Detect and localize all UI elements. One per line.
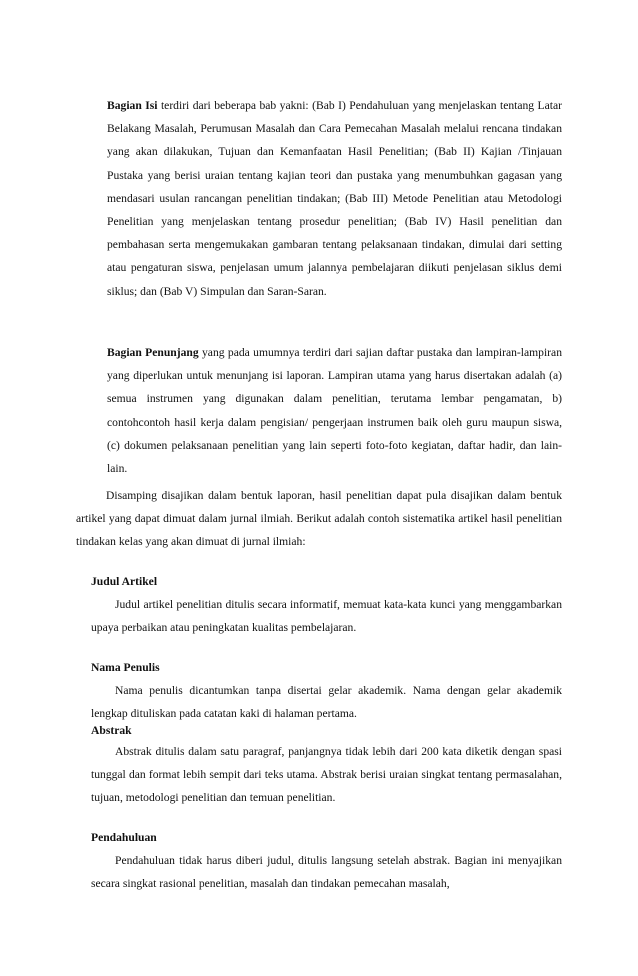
bagian-penunjang-lead: Bagian Penunjang	[107, 346, 199, 359]
bagian-isi-lead: Bagian Isi	[107, 99, 158, 112]
heading-judul-artikel: Judul Artikel	[91, 575, 158, 588]
text-pendahuluan: Pendahuluan tidak harus diberi judul, ditulis langsung setelah abstrak. Bagian ini menyajikan secara singkat rasional penelitian, masalah dan tindakan pemecahan masalah,	[91, 854, 562, 891]
heading-pendahuluan: Pendahuluan	[91, 831, 157, 844]
paragraph-bagian-penunjang	[107, 341, 562, 480]
bagian-isi-text: terdiri dari beberapa bab yakni: (Bab I) Pendahuluan yang menjelaskan tentang Latar Belakang Masalah, Perumusan Masalah dan Cara Pemecahan Masalah melalui rencana tindakan yang akan dilakukan, Tujuan dan Kemanfaatan Hasil Penelitian; (Bab II) Kajian /Tinjauan Pustaka yang berisi uraian tentang kajian teori dan pustaka yang menumbuhkan gagasan yang mendasari usulan rancangan penelitian tindakan; (Bab III) Metode Penelitian atau Metodologi Penelitian yang menjelaskan tentang prosedur penelitian; (Bab IV) Hasil penelitian dan pembahasan serta mengemukakan gambaran tentang pelaksanaan tindakan, dimulai dari setting atau pengaturan siswa, penjelasan umum jalannya pembelajaran diikuti penjelasan siklus demi siklus; dan (Bab V) Simpulan dan Saran-Saran.	[107, 99, 563, 298]
text-abstrak: Abstrak ditulis dalam satu paragraf, panjangnya tidak lebih dari 200 kata diketik dengan spasi tunggal dan format lebih sempit dari teks utama. Abstrak berisi uraian singkat tentang permasalahan, tujuan, metodologi penelitian dan temuan penelitian.	[91, 745, 562, 805]
text-judul-artikel: Judul artikel penelitian ditulis secara informatif, memuat kata-kata kunci yang menggambarkan upaya perbaikan atau peningkatan kualitas pembelajaran.	[91, 598, 562, 635]
heading-nama-penulis: Nama Penulis	[91, 661, 160, 674]
bagian-penunjang-text: yang pada umumnya terdiri dari sajian daftar pustaka dan lampiran-lampiran yang diperlukan untuk menunjang isi laporan. Lampiran utama yang harus disertakan adalah (a) semua instrumen yang digunakan dalam penelitian, terutama lembar pengamatan, b) contohcontoh hasil kerja dalam pengisian/ pengerjaan instrumen baik oleh guru maupun siswa, (c) dokumen pelaksanaan penelitian yang lain seperti foto-foto kegiatan, daftar hadir, dan lain-lain.	[107, 346, 562, 476]
text-nama-penulis: Nama penulis dicantumkan tanpa disertai gelar akademik. Nama dengan gelar akademik lengkap dituliskan pada catatan kaki di halaman pertama.	[91, 684, 562, 721]
paragraph-disamping: Disamping disajikan dalam bentuk laporan, hasil penelitian dapat pula disajikan dalam bentuk artikel yang dapat dimuat dalam jurnal ilmiah. Berikut adalah contoh sistematika artikel hasil penelitian tindakan kelas yang akan dimuat di jurnal ilmiah:	[76, 489, 562, 549]
heading-abstrak: Abstrak	[91, 724, 132, 737]
paragraph-bagian-isi	[107, 94, 562, 303]
